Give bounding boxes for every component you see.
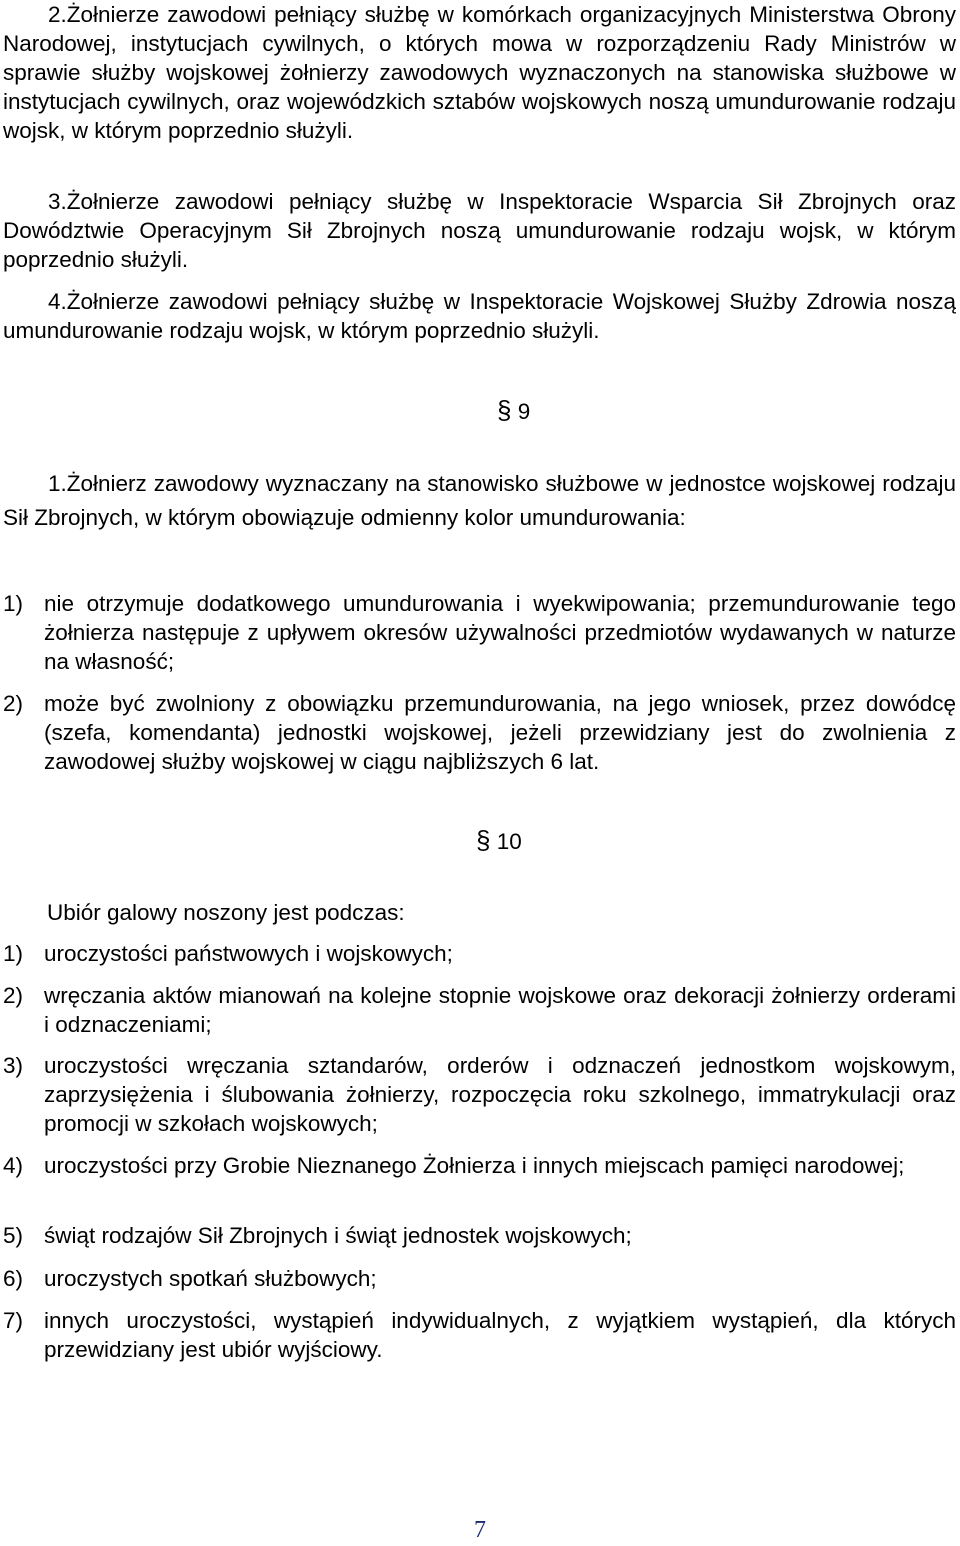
item-text: może być zwolniony z obowiązku przemundurowania, na jego wniosek, przez dowódcę (szefa, komendanta) jednostki wojskowej, jeżeli przewidziany jest do zwolnienia z zawodowej służby wojskowej w ciągu najbliższych 6 lat. xyxy=(44,691,956,774)
section-9-item-2 xyxy=(3,689,956,776)
paragraph-number: 1. xyxy=(48,471,67,496)
item-text: uroczystości wręczania sztandarów, orderów i odznaczeń jednostkom wojskowym, zaprzysiężenia i ślubowania żołnierzy, rozpoczęcia roku szkolnego, immatrykulacji oraz promocji w szkołach wojskowych; xyxy=(44,1053,956,1136)
item-text: uroczystości państwowych i wojskowych; xyxy=(44,941,453,966)
item-text: uroczystych spotkań służbowych; xyxy=(44,1266,377,1291)
item-text: innych uroczystości, wystąpień indywidualnych, z wyjątkiem wystąpień, dla których przewidziany jest ubiór wyjściowy. xyxy=(44,1308,956,1362)
item-number: 6) xyxy=(3,1266,24,1291)
item-text: nie otrzymuje dodatkowego umundurowania i wyekwipowania; przemundurowanie tego żołnierza następuje z upływem okresów używalności przedmiotów wydawanych w naturze na własność; xyxy=(44,591,956,674)
section-10-item-7 xyxy=(3,1306,956,1364)
section-10-item-2 xyxy=(3,981,956,1039)
item-number: 2) xyxy=(3,691,24,716)
section-10-item-5 xyxy=(3,1221,956,1250)
section-9-paragraph-1 xyxy=(3,467,956,535)
page-number: 7 xyxy=(474,1517,486,1543)
section-9-heading xyxy=(497,396,530,426)
section-10-heading xyxy=(476,826,522,856)
section-symbol: § xyxy=(476,825,491,855)
section-number: 9 xyxy=(517,399,531,424)
item-number: 4) xyxy=(3,1153,24,1178)
item-text: świąt rodzajów Sił Zbrojnych i świąt jednostek wojskowych; xyxy=(44,1223,632,1248)
section-symbol: § xyxy=(497,395,512,425)
section-10-item-1 xyxy=(3,939,956,968)
paragraph-number: 3. xyxy=(48,189,67,214)
section-10-item-4 xyxy=(3,1151,956,1180)
item-number: 1) xyxy=(3,591,24,616)
paragraph-number: 2. xyxy=(48,2,67,27)
item-text: wręczania aktów mianowań na kolejne stopnie wojskowe oraz dekoracji żołnierzy orderami i odznaczeniami; xyxy=(44,983,956,1037)
paragraph-2 xyxy=(3,0,956,145)
item-number: 5) xyxy=(3,1223,24,1248)
paragraph-number: 4. xyxy=(48,289,67,314)
section-10-item-3 xyxy=(3,1051,956,1138)
item-number: 2) xyxy=(3,983,24,1008)
paragraph-4 xyxy=(3,287,956,345)
section-9-item-1 xyxy=(3,589,956,676)
paragraph-text: Żołnierze zawodowi pełniący służbę w Inspektoracie Wsparcia Sił Zbrojnych oraz Dowództwie Operacyjnym Sił Zbrojnych noszą umundurowanie rodzaju wojsk, w którym poprzednio służyli. xyxy=(3,189,956,272)
item-number: 3) xyxy=(3,1053,24,1078)
paragraph-text: Żołnierze zawodowi pełniący służbę w komórkach organizacyjnych Ministerstwa Obrony Narodowej, instytucjach cywilnych, o których mowa w rozporządzeniu Rady Ministrów w sprawie służby wojskowej żołnierzy zawodowych wyznaczonych na stanowiska służbowe w instytucjach cywilnych, oraz wojewódzkich sztabów wojskowych noszą umundurowanie rodzaju wojsk, w którym poprzednio służyli. xyxy=(3,2,956,143)
paragraph-3 xyxy=(3,187,956,274)
section-number: 10 xyxy=(496,829,522,854)
paragraph-text: Żołnierze zawodowi pełniący służbę w Inspektoracie Wojskowej Służby Zdrowia noszą umundurowanie rodzaju wojsk, w którym poprzednio służyli. xyxy=(3,289,956,343)
item-text: uroczystości przy Grobie Nieznanego Żołnierza i innych miejscach pamięci narodowej; xyxy=(44,1153,905,1178)
section-10-item-6 xyxy=(3,1264,956,1293)
item-number: 1) xyxy=(3,941,24,966)
item-number: 7) xyxy=(3,1308,24,1333)
section-10-intro: Ubiór galowy noszony jest podczas: xyxy=(47,900,405,925)
paragraph-text: Żołnierz zawodowy wyznaczany na stanowisko służbowe w jednostce wojskowej rodzaju Sił Zbrojnych, w którym obowiązuje odmienny kolor umundurowania: xyxy=(3,471,956,530)
